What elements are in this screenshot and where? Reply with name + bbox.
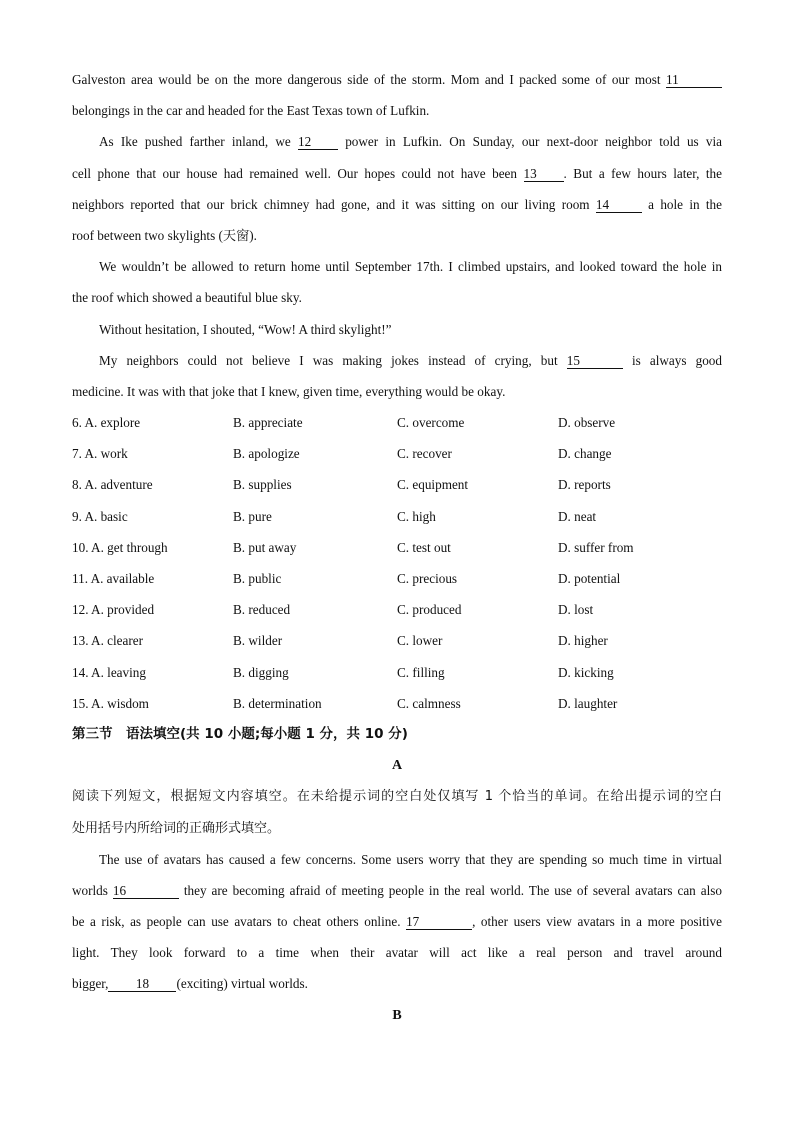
option-c[interactable]: C. calmness bbox=[397, 695, 461, 711]
option-b[interactable]: B. public bbox=[233, 571, 282, 586]
part-heading-b: B bbox=[392, 1007, 402, 1023]
option-c[interactable]: C. overcome bbox=[397, 415, 465, 431]
option-a[interactable]: 12. A. provided bbox=[72, 602, 155, 618]
passage-line: We wouldn’t be allowed to return home until September 17th. I climbed upstairs, and looked toward the hole in bbox=[99, 259, 722, 275]
option-d[interactable]: D. potential bbox=[558, 571, 621, 586]
option-a[interactable]: 9. A. basic bbox=[72, 508, 128, 524]
exam-page bbox=[72, 64, 722, 1031]
option-b[interactable]: B. pure bbox=[233, 508, 272, 524]
option-d[interactable]: D. reports bbox=[558, 477, 611, 493]
option-d[interactable]: D. lost bbox=[558, 602, 594, 618]
instruction-line: 处用括号内所给词的正确形式填空。 bbox=[72, 820, 281, 836]
option-c[interactable]: C. produced bbox=[397, 602, 462, 618]
option-d[interactable]: D. laughter bbox=[558, 695, 618, 711]
option-d[interactable]: D. suffer from bbox=[558, 539, 634, 555]
instruction-line: 阅读下列短文，根据短文内容填空。在未给提示词的空白处仅填写 1 个恰当的单词。在给出提示词的空白 bbox=[72, 789, 722, 805]
passage-line: The use of avatars has caused a few concerns. Some users worry that they are spending so much time in virtual bbox=[99, 851, 722, 867]
option-d[interactable]: D. change bbox=[558, 446, 612, 462]
option-d[interactable]: D. observe bbox=[558, 415, 616, 431]
option-c[interactable]: C. precious bbox=[397, 571, 458, 586]
option-d[interactable]: D. kicking bbox=[558, 664, 614, 680]
passage-line: cell phone that our house had remained well. Our hopes could not have been 13 . But a few hours later, the bbox=[72, 165, 722, 181]
passage-line: medicine. It was with that joke that I knew, given time, everything would be okay. bbox=[72, 383, 506, 399]
passage-line: worlds 16 they are becoming afraid of meeting people in the real world. The use of several avatars can also bbox=[72, 882, 722, 898]
option-row bbox=[72, 657, 722, 688]
answer-blank-14[interactable]: 14 bbox=[596, 197, 642, 213]
option-b[interactable]: B. put away bbox=[233, 539, 297, 555]
option-c[interactable]: C. high bbox=[397, 508, 436, 524]
option-d[interactable]: D. neat bbox=[558, 508, 597, 524]
option-a[interactable]: 7. A. work bbox=[72, 446, 128, 462]
option-b[interactable]: B. reduced bbox=[233, 602, 291, 618]
option-c[interactable]: C. test out bbox=[397, 539, 451, 555]
answer-blank-12[interactable]: 12 bbox=[298, 134, 338, 150]
answer-blank-11[interactable]: 11 bbox=[666, 72, 722, 88]
option-b[interactable]: B. apologize bbox=[233, 446, 300, 462]
option-b[interactable]: B. wilder bbox=[233, 633, 283, 649]
section-title: 第三节 语法填空(共 10 小题;每小题 1 分，共 10 分) bbox=[72, 725, 408, 742]
option-c[interactable]: C. recover bbox=[397, 446, 452, 462]
answer-blank-15[interactable]: 15 bbox=[567, 353, 623, 369]
option-a[interactable]: 14. A. leaving bbox=[72, 664, 146, 680]
passage-line: Without hesitation, I shouted, “Wow! A third skylight!” bbox=[99, 321, 392, 337]
passage-line: light. They look forward to a time when their avatar will act like a real person and travel around bbox=[72, 945, 722, 961]
passage-line: belongings in the car and headed for the East Texas town of Lufkin. bbox=[72, 103, 430, 119]
option-c[interactable]: C. lower bbox=[397, 633, 443, 649]
passage-line: the roof which showed a beautiful blue sky. bbox=[72, 290, 302, 306]
option-a[interactable]: 8. A. adventure bbox=[72, 477, 153, 493]
option-c[interactable]: C. filling bbox=[397, 664, 445, 680]
option-row bbox=[72, 469, 722, 500]
options-list bbox=[72, 407, 722, 719]
option-row bbox=[72, 438, 722, 469]
option-a[interactable]: 13. A. clearer bbox=[72, 633, 144, 649]
passage-line: bigger, 18 (exciting) virtual worlds. bbox=[72, 976, 308, 992]
option-row bbox=[72, 563, 722, 594]
option-b[interactable]: B. digging bbox=[233, 664, 289, 680]
option-c[interactable]: C. equipment bbox=[397, 477, 469, 493]
option-row bbox=[72, 501, 722, 532]
option-b[interactable]: B. appreciate bbox=[233, 415, 303, 431]
answer-blank-17[interactable]: 17 bbox=[406, 914, 472, 930]
passage-line: As Ike pushed farther inland, we 12 power in Lufkin. On Sunday, our next-door neighbor told us via bbox=[99, 134, 722, 150]
option-row bbox=[72, 407, 722, 438]
answer-blank-13[interactable]: 13 bbox=[524, 166, 564, 182]
option-b[interactable]: B. supplies bbox=[233, 477, 292, 493]
option-a[interactable]: 10. A. get through bbox=[72, 539, 168, 555]
option-d[interactable]: D. higher bbox=[558, 633, 608, 649]
answer-blank-18[interactable]: 18 bbox=[108, 976, 176, 992]
option-a[interactable]: 15. A. wisdom bbox=[72, 695, 149, 711]
passage-line: be a risk, as people can use avatars to cheat others online. 17 , other users view avatars in a more positive bbox=[72, 914, 722, 930]
part-heading-a: A bbox=[391, 758, 403, 774]
option-row bbox=[72, 688, 722, 719]
option-b[interactable]: B. determination bbox=[233, 695, 322, 711]
option-row bbox=[72, 532, 722, 563]
passage-line: My neighbors could not believe I was making jokes instead of crying, but 15 is always good bbox=[99, 352, 722, 368]
passage-line: neighbors reported that our brick chimney had gone, and it was sitting on our living room 14 a hole in the bbox=[72, 196, 722, 212]
passage-line: Galveston area would be on the more dangerous side of the storm. Mom and I packed some of our most 11 bbox=[72, 64, 722, 95]
answer-blank-16[interactable]: 16 bbox=[113, 883, 179, 899]
option-row bbox=[72, 594, 722, 625]
option-a[interactable]: 11. A. available bbox=[72, 571, 155, 586]
option-row bbox=[72, 625, 722, 656]
passage-line: roof between two skylights (天窗). bbox=[72, 227, 257, 243]
option-a[interactable]: 6. A. explore bbox=[72, 415, 141, 431]
